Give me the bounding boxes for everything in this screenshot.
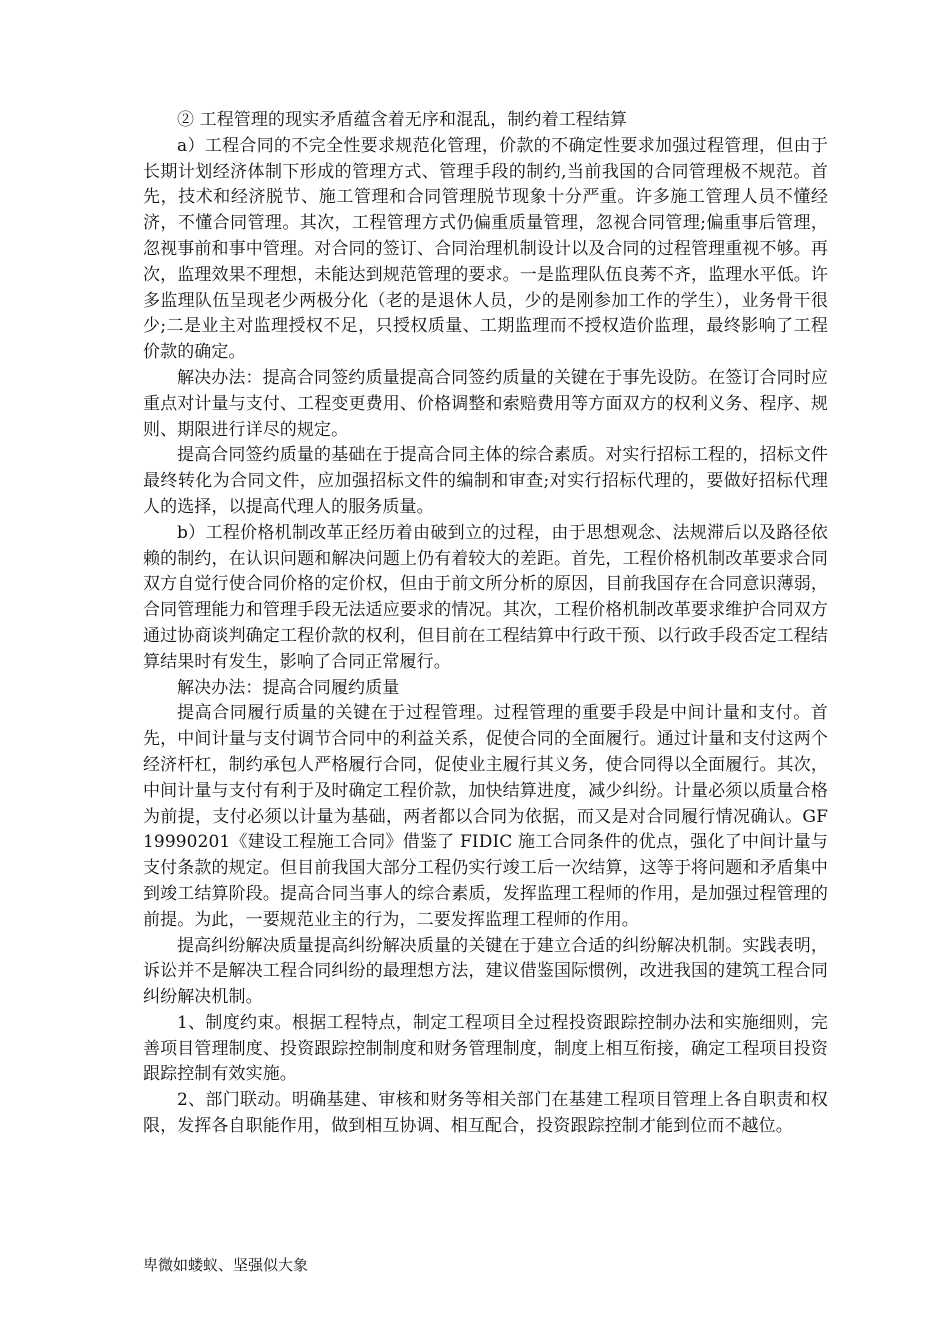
footer-note: 卑微如蝼蚁、坚强似大象 (143, 1256, 309, 1274)
paragraph-a: a）工程合同的不完全性要求规范化管理，价款的不确定性要求加强过程管理，但由于长期计划经济体制下形成的管理方式、管理手段的制约,当前我国的合同管理极不规范。首先，技术和经济脱节、施工管理和合同管理脱节现象十分严重。许多施工管理人员不懂经济，不懂合同管理。其次，工程管理方式仍偏重质量管理，忽视合同管理;偏重事后管理，忽视事前和事中管理。对合同的签订、合同治理机制设计以及合同的过程管理重视不够。再次，监理效果不理想，未能达到规范管理的要求。一是监理队伍良莠不齐，监理水平低。许多监理队伍呈现老少两极分化（老的是退休人员，少的是刚参加工作的学生），业务骨干很少;二是业主对监理授权不足，只授权质量、工期监理而不授权造价监理，最终影响了工程价款的确定。 (143, 135, 828, 363)
document-body (143, 108, 828, 1140)
section-heading: ② 工程管理的现实矛盾蕴含着无序和混乱，制约着工程结算 (177, 110, 628, 130)
paragraph-dispute-resolution: 提高纠纷解决质量提高纠纷解决质量的关键在于建立合适的纠纷解决机制。实践表明，诉讼并不是解决工程合同纠纷的最理想方法，建议借鉴国际惯例，改进我国的建筑工程合同纠纷解决机制。 (143, 935, 828, 1008)
paragraph-item-2: 2、部门联动。明确基建、审核和财务等相关部门在基建工程项目管理上各自职责和权限，发挥各自职能作用，做到相互协调、相互配合，投资跟踪控制才能到位而不越位。 (143, 1090, 828, 1137)
paragraph-solution-2: 解决办法：提高合同履约质量 (177, 677, 400, 698)
paragraph-performance-quality: 提高合同履行质量的关键在于过程管理。过程管理的重要手段是中间计量和支付。首先，中间计量与支付调节合同中的利益关系，促使合同的全面履行。通过计量和支付这两个经济杆杠，制约承包人严格履行合同，促使业主履行其义务，使合同得以全面履行。其次，中间计量与支付有利于及时确定工程价款，加快结算进度，减少纠纷。计量必须以质量合格为前提，支付必须以计量为基础，两者都以合同为依据，而又是对合同履行情况确认。GF19990201《建设工程施工合同》借鉴了 FIDIC 施工合同条件的优点，强化了中间计量与支付条款的规定。但目前我国大部分工程仍实行竣工后一次结算，这等于将问题和矛盾集中到竣工结算阶段。提高合同当事人的综合素质，发挥监理工程师的作用，是加强过程管理的前提。为此，一要规范业主的行为，二要发挥监理工程师的作用。 (143, 703, 828, 930)
paragraph-signing-quality: 提高合同签约质量的基础在于提高合同主体的综合素质。对实行招标工程的，招标文件最终转化为合同文件，应加强招标文件的编制和审查;对实行招标代理的，要做好招标代理人的选择，以提高代理人的服务质量。 (143, 445, 828, 517)
paragraph-solution-1: 解决办法：提高合同签约质量提高合同签约质量的关键在于事先设防。在签订合同时应重点对计量与支付、工程变更费用、价格调整和索赔费用等方面双方的权利义务、程序、规则、期限进行详尽的规定。 (143, 367, 828, 440)
paragraph-b: b）工程价格机制改革正经历着由破到立的过程，由于思想观念、法规滞后以及路径依赖的制约，在认识问题和解决问题上仍有着较大的差距。首先，工程价格机制改革要求合同双方自觉行使合同价格的定价权，但由于前文所分析的原因，目前我国存在合同意识薄弱，合同管理能力和管理手段无法适应要求的情况。其次，工程价格机制改革要求维护合同双方通过协商谈判确定工程价款的权利，但目前在工程结算中行政干预、以行政手段否定工程结算结果时有发生，影响了合同正常履行。 (143, 522, 828, 672)
paragraph-item-1: 1、制度约束。根据工程特点，制定工程项目全过程投资跟踪控制办法和实施细则，完善项目管理制度、投资跟踪控制制度和财务管理制度，制度上相互衔接，确定工程项目投资跟踪控制有效实施。 (143, 1012, 828, 1085)
